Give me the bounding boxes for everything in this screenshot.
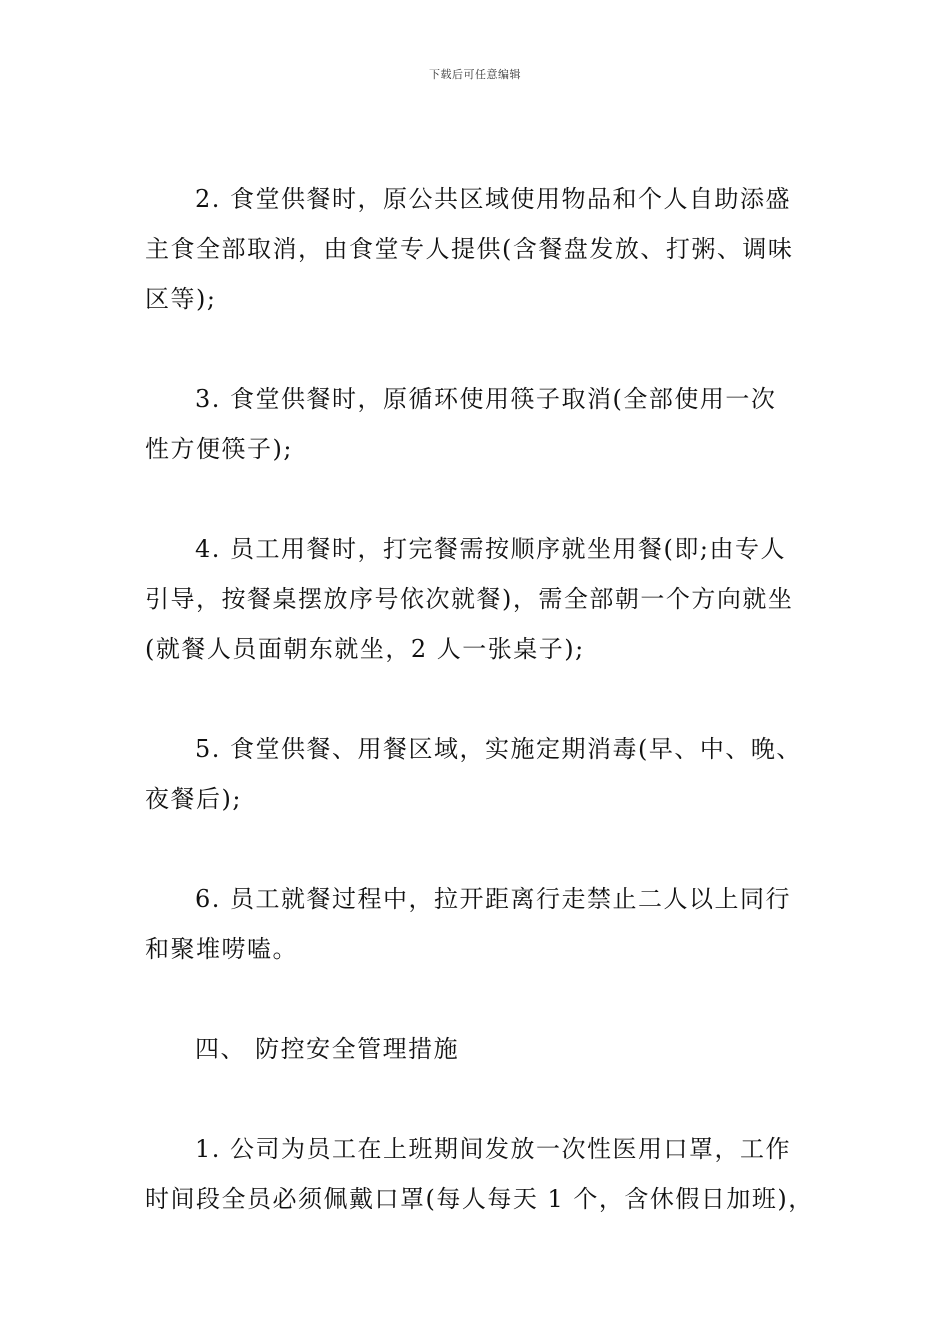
section-heading: 四、 防控安全管理措施 [195,1035,460,1063]
section-4-paragraph-1-line-2: 时间段全员必须佩戴口罩(每人每天 1 个，含休假日加班)， [145,1185,814,1213]
paragraph-2-line-3: 区等); [145,285,217,313]
paragraph-2-line-1: 2. 食堂供餐时，原公共区域使用物品和个人自助添盛 [195,185,792,213]
paragraph-6-line-1: 6. 员工就餐过程中，拉开距离行走禁止二人以上同行 [195,885,792,913]
header-note: 下载后可任意编辑 [429,68,521,81]
paragraph-4-line-2: 引导，按餐桌摆放序号依次就餐)，需全部朝一个方向就坐 [145,585,794,613]
paragraph-3-line-1: 3. 食堂供餐时，原循环使用筷子取消(全部使用一次 [195,385,777,413]
paragraph-2-line-2: 主食全部取消，由食堂专人提供(含餐盘发放、打粥、调味 [145,235,794,263]
paragraph-5-line-1: 5. 食堂供餐、用餐区域，实施定期消毒(早、中、晚、 [195,735,802,763]
paragraph-3-line-2: 性方便筷子); [145,435,293,463]
section-4-paragraph-1-line-1: 1. 公司为员工在上班期间发放一次性医用口罩，工作 [195,1135,792,1163]
paragraph-4-line-3: (就餐人员面朝东就坐，2 人一张桌子); [145,635,585,663]
paragraph-5-line-2: 夜餐后); [145,785,242,813]
paragraph-4-line-1: 4. 员工用餐时，打完餐需按顺序就坐用餐(即;由专人 [195,535,786,563]
paragraph-6-line-2: 和聚堆唠嗑。 [145,935,298,963]
